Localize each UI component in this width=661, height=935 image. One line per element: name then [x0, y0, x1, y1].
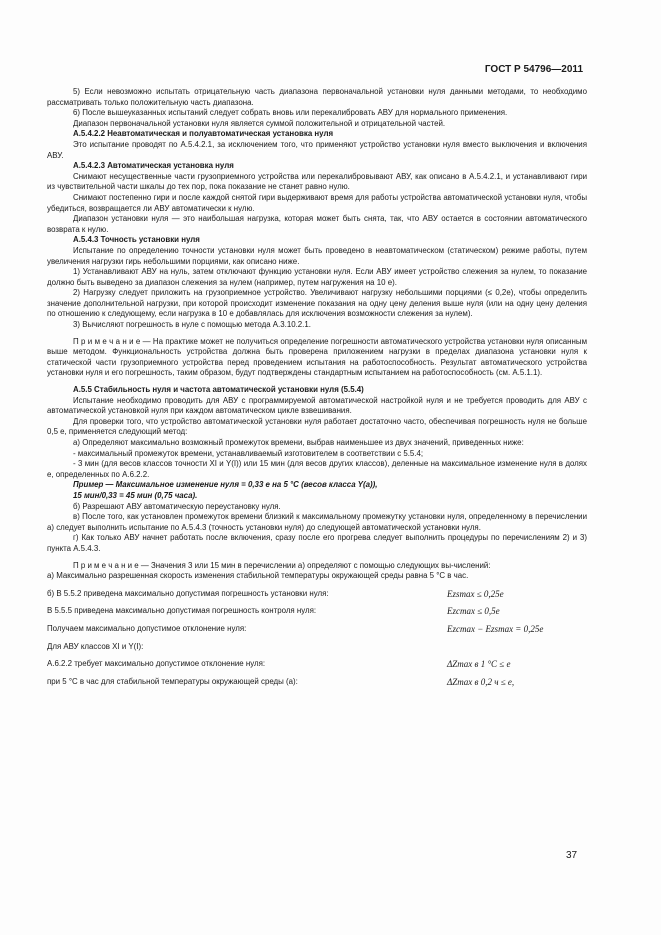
paragraph: Для АВУ классов XI и Y(I):: [47, 641, 144, 651]
paragraph: б) Разрешают АВУ автоматическую переустановку нуля.: [73, 501, 281, 511]
paragraph: А.5.4.2.3 Автоматическая установка нуля: [73, 161, 234, 171]
formula-text: В 5.5.5 приведена максимально допустимая погрешность контроля нуля:: [47, 606, 317, 616]
paragraph: 3) Вычисляют погрешность в нуле с помощью метода А.3.10.2.1.: [73, 320, 311, 330]
paragraph: Для проверки того, что устройство автоматической установки нуля работает достаточно часто, обеспечивая погрешность нуля не больше 0,5 e, применяется следующий метод:: [47, 416, 587, 437]
formula-text: б) В 5.5.2 приведена максимально допустимая погрешность установки нуля:: [47, 588, 329, 598]
paragraph: А.5.5 Стабильность нуля и частота автоматической установки нуля (5.5.4): [73, 385, 364, 395]
paragraph: - максимальный промежуток времени, устанавливаемый изготовителем в соответствии с 5.5.4;: [73, 448, 424, 458]
paragraph: Пример — Максимальное изменение нуля = 0,33 e на 5 °С (весов класса Y(a)),: [73, 480, 378, 490]
paragraph: 15 мин/0,33 = 45 мин (0,75 часа).: [73, 490, 198, 500]
paragraph: 1) Устанавливают АВУ на нуль, затем отключают функцию установки нуля. Если АВУ имеет устройство слежения за нулем, то показание должно быть выведено за диапазон слежения за нулем (например, путем нагружения на 10 e).: [47, 267, 587, 287]
paragraph: А.5.4.2.2 Неавтоматическая и полуавтоматическая установка нуля: [73, 129, 334, 139]
paragraph: 6) После вышеуказанных испытаний следует собрать вновь или перекалибровать АВУ для нормального применения.: [73, 108, 508, 118]
paragraph: в) После того, как установлен промежуток времени близкий к максимальному промежутку установки нуля, определенному в перечислении а) следует выполнить испытание по А.5.4.3 (точность установки нуля) до следующей автоматической установки нуля.: [47, 512, 587, 532]
formula-row: [47, 589, 587, 600]
page-number: 37: [566, 850, 578, 861]
formula-row: [47, 624, 587, 635]
paragraph: а) Определяют максимально возможный промежуток времени, выбрав наименьшее из двух значений, приведенных ниже:: [73, 438, 524, 447]
formula: Ezcmax − Ezsmax = 0,25e: [447, 623, 544, 634]
paragraph: 5) Если невозможно испытать отрицательную часть диапазона первоначальной установки нуля данными методами, то необходимо рассматривать только положительную часть диапазона.: [47, 87, 587, 107]
paragraph: а) Максимально разрешенная скорость изменения стабильной температуры окружающей среды равна 5 °С в час.: [47, 571, 469, 581]
paragraph: Диапазон установки нуля — это наибольшая нагрузка, которая может быть снята, так, что АВУ остается в состоянии автоматического возврата к нулю.: [47, 214, 587, 234]
paragraph: Диапазон первоначальной установки нуля является суммой положительной и отрицательной частей.: [73, 118, 446, 128]
formula-row: [47, 606, 587, 617]
formula: ΔZmax в 0,2 ч ≤ e,: [447, 676, 515, 687]
formula: Ezcmax ≤ 0,5e: [447, 606, 500, 617]
paragraph: Снимают несущественные части грузоприемного устройства или перекалибровывают АВУ, как описано в А.5.4.2.1, и устанавливают гири из чувствительной части шкалы до тех пор, пока показание не станет равно нулю.: [47, 171, 587, 192]
document-header: ГОСТ Р 54796—2011: [484, 64, 583, 75]
formula-row: [47, 659, 587, 670]
formula: ΔZmax в 1 °С ≤ e: [447, 659, 511, 670]
paragraph: Испытание по определению точности установки нуля может быть проведено в неавтоматическом (статическом) режиме работы, путем увеличения нагрузки гирь небольшими порциями, как описано ниже.: [47, 245, 587, 266]
paragraph: Это испытание проводят по А.5.4.2.1, за исключением того, что применяют устройство установки нуля вместо выключения и включения АВУ.: [47, 139, 587, 160]
formula: Ezsmax ≤ 0,25e: [447, 588, 504, 599]
paragraph: Испытание необходимо проводить для АВУ с программируемой автоматической настройкой нуля и не требуется проводить для АВУ с автоматической установкой нуля при каждом автоматическом цикле взвешивания.: [47, 395, 587, 416]
paragraph: Снимают постепенно гири и после каждой снятой гири выдерживают время для работы устройства автоматической установки нуля, чтобы убедиться, возвращается ли АВУ автоматически к нулю.: [47, 192, 587, 213]
formula-row: [47, 677, 587, 688]
formula-text: при 5 °С в час для стабильной температуры окружающей среды (а):: [47, 676, 298, 686]
paragraph: - 3 мин (для весов классов точности XI и Y(I)) или 15 мин (для весов других классов), деленные на максимальное изменение нуля в долях e, определенных по А.6.2.2.: [47, 459, 587, 479]
paragraph: А.5.4.3 Точность установки нуля: [73, 235, 200, 245]
formula-text: А.6.2.2 требует максимально допустимое отклонение нуля:: [47, 659, 266, 669]
document-body: [47, 87, 587, 687]
paragraph: г) Как только АВУ начнет работать после включения, сразу после его прогрева следует выполнить процедуры по перечислениям 2) и 3) пункта А.5.4.3.: [47, 533, 587, 553]
paragraph: П р и м е ч а н и е — На практике может не получиться определение погрешности автоматического устройства установки нуля описанным выше методом. Функциональность устройства должна быть проверена приложением нагрузки в пределах диапазона установки нуля к статической части грузоприемного устройства перед проведением испытания на работоспособность. Результат автоматического устройства установки нуля и его погрешность, таким образом, будут подтверждены стандартным испытанием на работоспособность (см. А.5.1.1).: [47, 336, 587, 378]
paragraph: 2) Нагрузку следует приложить на грузоприемное устройство. Увеличивают нагрузку небольшими порциями (≤ 0,2e), чтобы определить значение дополнительной нагрузки, при которой происходит изменение показания на одну цену деления выше нуля (или на одну цену деления по отношению к следующему, если нагрузка в 10 e добавлялась для исключения возможности слежения за нулем).: [47, 288, 587, 319]
paragraph: П р и м е ч а н и е — Значения 3 или 15 мин в перечислении а) определяют с помощью следующих вы-числений:: [73, 560, 491, 570]
formula-text: Получаем максимально допустимое отклонение нуля:: [47, 623, 247, 633]
